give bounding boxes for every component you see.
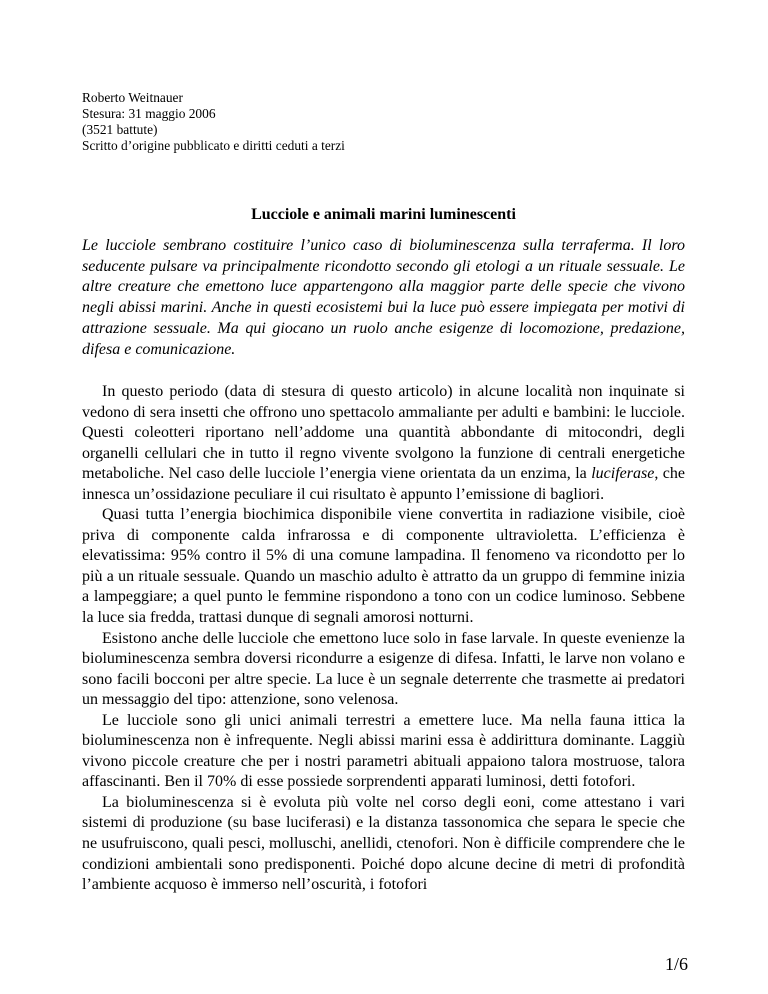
- emphasis-term: luciferase: [591, 465, 655, 483]
- body-paragraph: [82, 382, 685, 505]
- page-number: 1/6: [664, 954, 688, 974]
- character-count: (3521 battute): [82, 122, 158, 137]
- body-paragraph: Esistono anche delle lucciole che emettono luce solo in fase larvale. In queste evenienze la bioluminescenza sembra doversi ricondurre a esigenze di difesa. Infatti, le larve non volano e sono facili bocconi per altre specie. La luce è un segnale deterrente che trasmette ai predatori un messaggio del tipo: attenzione, sono velenosa.: [82, 629, 685, 709]
- article-title: Lucciole e animali marini luminescenti: [251, 206, 516, 223]
- body-paragraph: Le lucciole sono gli unici animali terrestri a emettere luce. Ma nella fauna ittica la bioluminescenza non è infrequente. Negli abissi marini essa è addirittura dominante. Laggiù vivono piccole creature che per i nostri parametri abituali appaiono talora mostruose, talora affascinanti. Ben il 70% di esse possiede sorprendenti apparati luminosi, detti fotofori.: [82, 711, 685, 791]
- draft-date: Stesura: 31 maggio 2006: [82, 106, 216, 121]
- document-header: [82, 90, 682, 154]
- paragraph-text: In questo periodo (data di stesura di questo articolo) in alcune località non inquinate si vedono di sera insetti che offrono uno spettacolo ammaliante per adulti e bambini: le lucciole. Questi coleotteri riportano nell’addome una quantità abbondante di mitocondri, degli organelli cellulari che in tutto il regno vivente svolgono la funzione di centrali energetiche metaboliche. Nel caso delle lucciole l’energia viene orientata da un enzima, la: [82, 383, 685, 483]
- rights-note: Scritto d’origine pubblicato e diritti ceduti a terzi: [82, 138, 345, 153]
- author-name: Roberto Weitnauer: [82, 90, 183, 105]
- paragraph-text: , che innesca un’ossidazione peculiare il cui risultato è appunto l’emissione di bagliori.: [82, 465, 685, 503]
- article-abstract: Le lucciole sembrano costituire l’unico caso di bioluminescenza sulla terraferma. Il loro seducente pulsare va principalmente ricondotto secondo gli etologi a un rituale sessuale. Le altre creature che emettono luce appartengono alla maggior parte delle specie che vivono negli abissi marini. Anche in questi ecosistemi bui la luce può essere impiegata per motivi di attrazione sessuale. Ma qui giocano un ruolo anche esigenze di locomozione, predazione, difesa e comunicazione.: [82, 237, 685, 358]
- body-paragraph: La bioluminescenza si è evoluta più volte nel corso degli eoni, come attestano i vari sistemi di produzione (su base luciferasi) e la distanza tassonomica che separa le specie che ne usufruiscono, quali pesci, molluschi, anellidi, ctenofori. Non è difficile comprendere che le condizioni ambientali sono predisponenti. Poiché dopo alcune decine di metri di profondità l’ambiente acquoso è immerso nell’oscurità, i fotofori: [82, 793, 685, 894]
- body-paragraph: Quasi tutta l’energia biochimica disponibile viene convertita in radiazione visibile, cioè priva di componente calda infrarossa e di componente ultravioletta. L’efficienza è elevatissima: 95% contro il 5% di una comune lampadina. Il fenomeno va ricondotto per lo più a un rituale sessuale. Quando un maschio adulto è attratto da un gruppo di femmine inizia a lampeggiare; a quel punto le femmine rispondono a tono con un codice luminoso. Sebbene la luce sia fredda, trattasi dunque di segnali amorosi notturni.: [82, 506, 685, 627]
- article-body: [82, 382, 685, 896]
